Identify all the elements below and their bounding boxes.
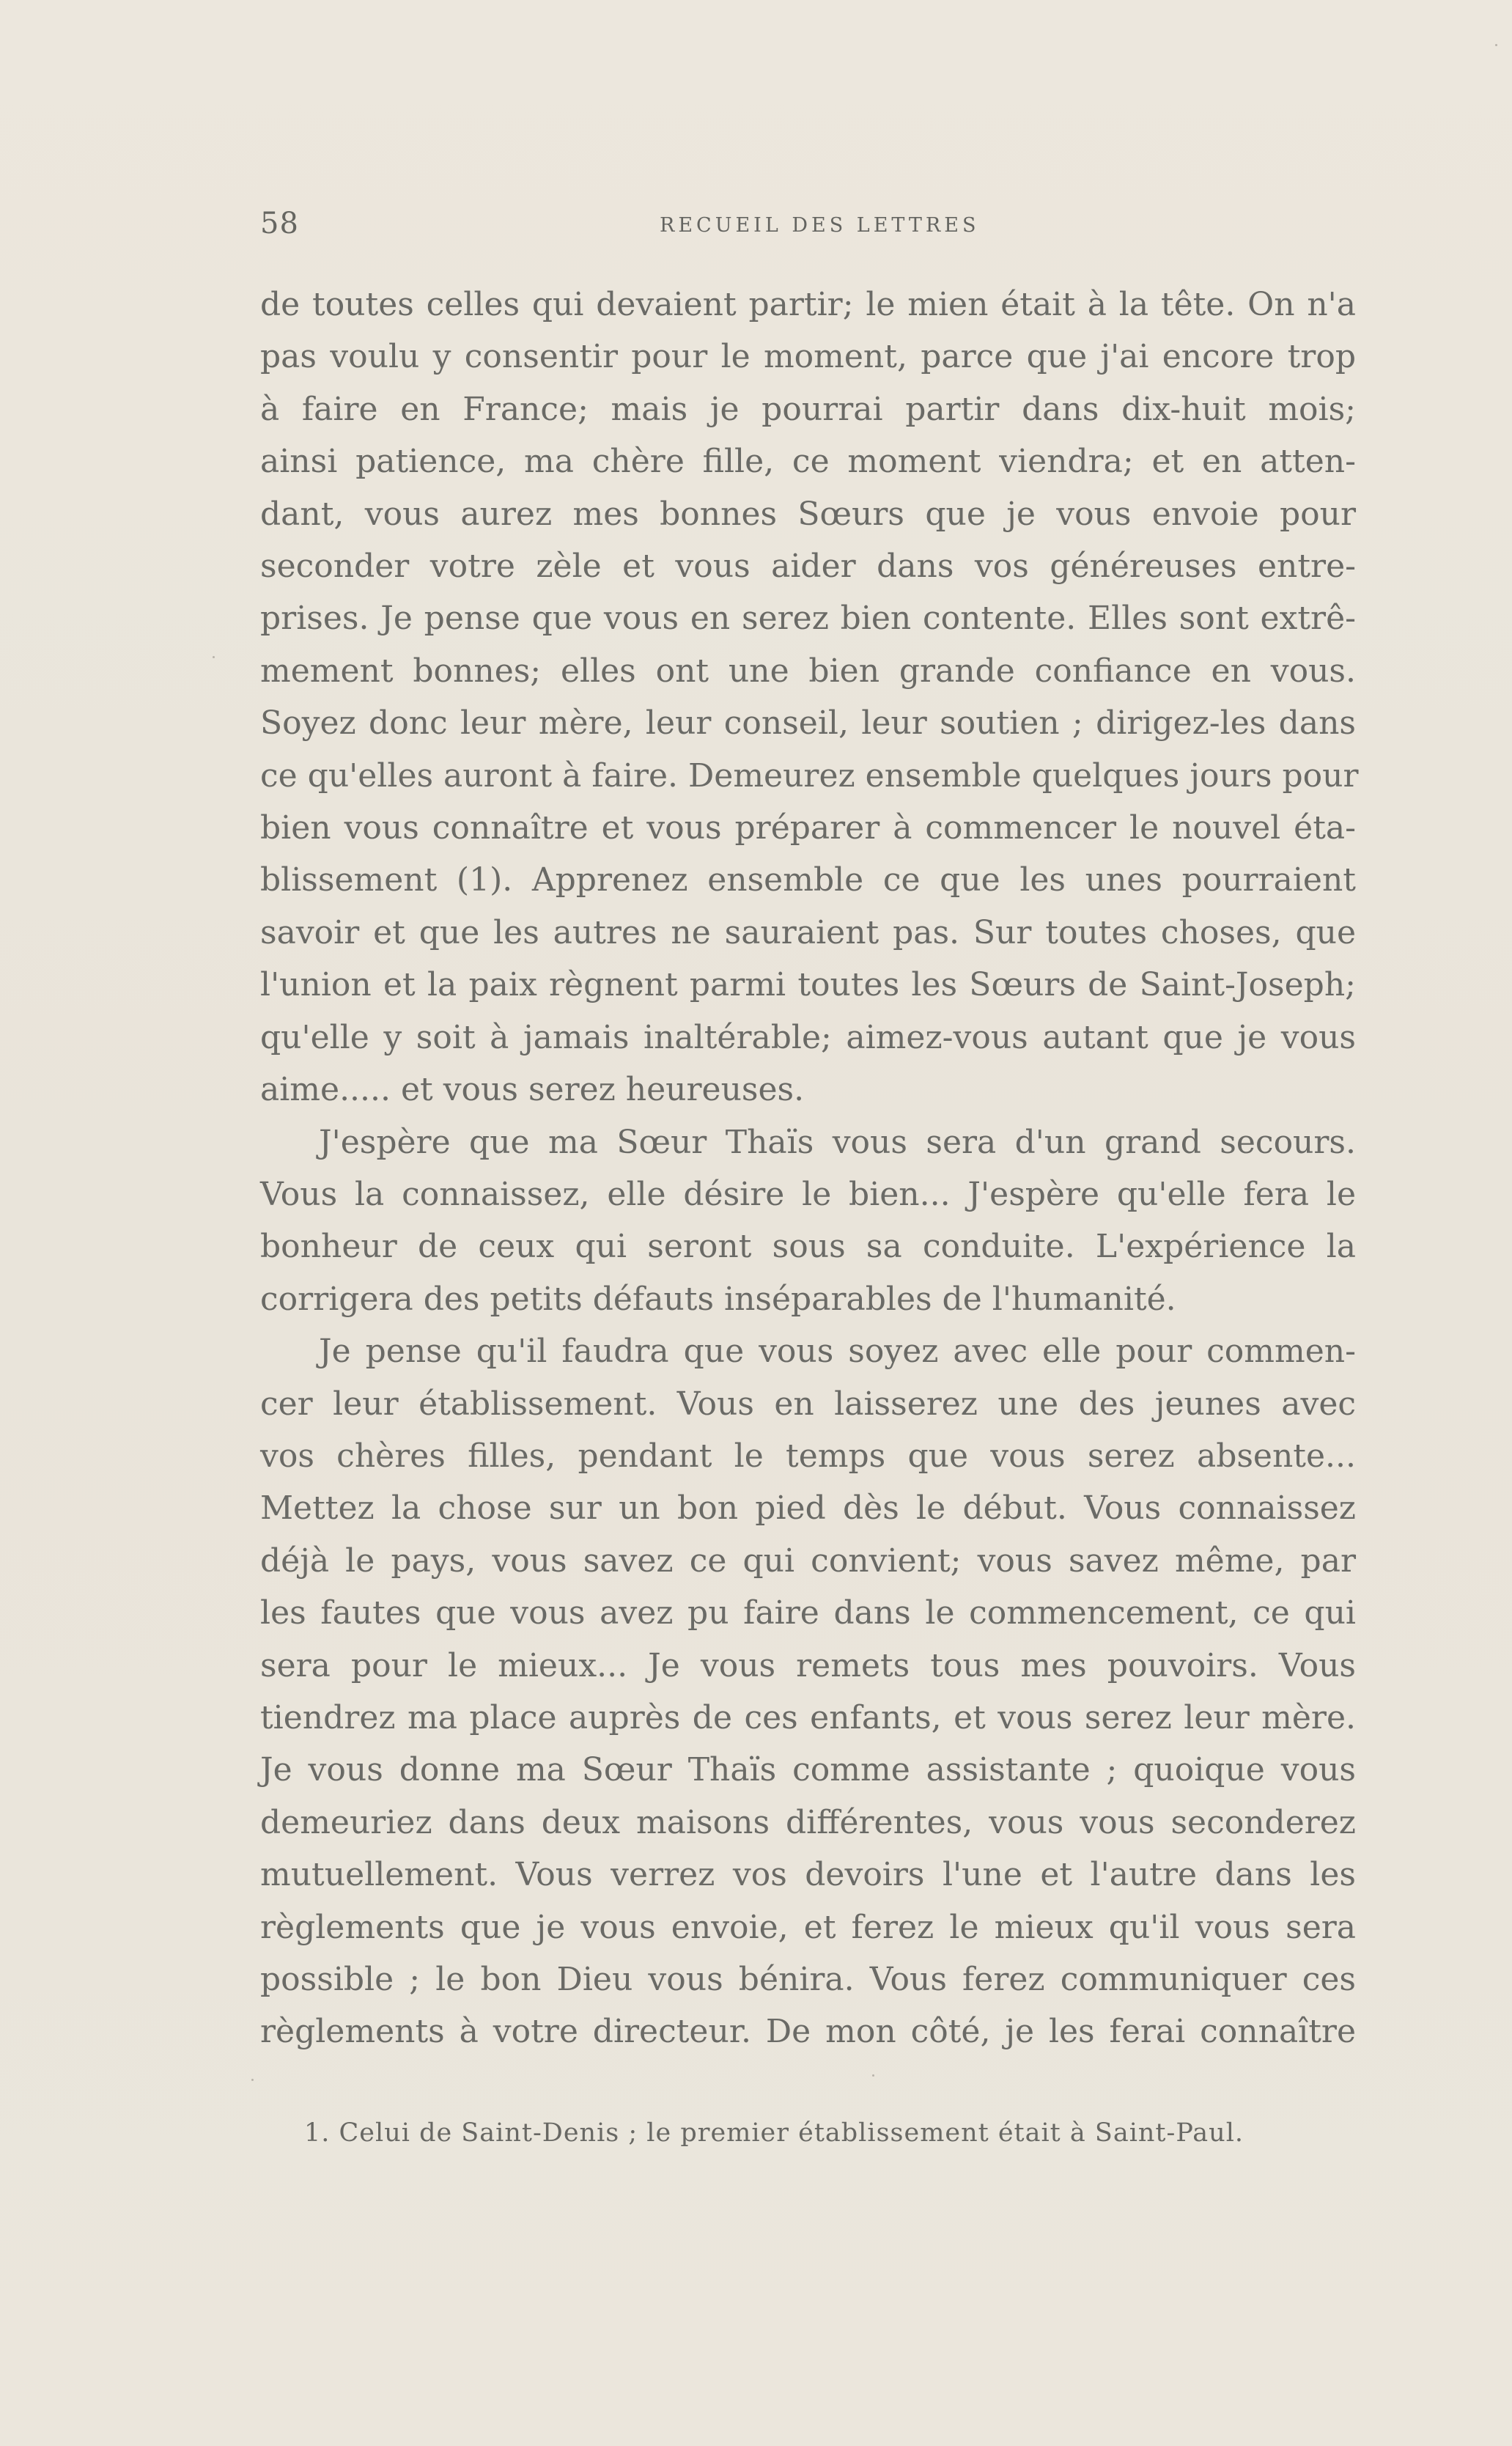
- text-line: bonheur de ceux qui seront sous sa conduite. L'expérience la: [260, 1228, 1356, 1266]
- paragraph-3: [260, 1325, 1356, 2058]
- text-line: pas voulu y consentir pour le moment, parce que j'ai encore trop: [260, 338, 1356, 376]
- text-line: Je pense qu'il faudra que vous soyez avec elle pour commen-: [319, 1333, 1356, 1371]
- text-line: sera pour le mieux... Je vous remets tous mes pouvoirs. Vous: [260, 1646, 1356, 1684]
- text-line: Soyez donc leur mère, leur conseil, leur soutien ; dirigez-les dans: [260, 704, 1356, 743]
- text-line: Je vous donne ma Sœur Thaïs comme assistante ; quoique vous: [260, 1751, 1356, 1789]
- text-line: bien vous connaître et vous préparer à commencer le nouvel éta-: [260, 809, 1356, 847]
- text-line: Mettez la chose sur un bon pied dès le début. Vous connaissez: [260, 1489, 1356, 1528]
- text-line: demeuriez dans deux maisons différentes, vous vous seconderez: [260, 1803, 1356, 1841]
- text-line: déjà le pays, vous savez ce qui convient; vous savez même, par: [260, 1541, 1356, 1580]
- running-title: RECUEIL DES LETTRES: [660, 214, 980, 237]
- text-line: savoir et que les autres ne sauraient pas. Sur toutes choses, que: [260, 913, 1356, 951]
- text-line: qu'elle y soit à jamais inaltérable; aimez-vous autant que je vous: [260, 1018, 1356, 1056]
- text-line: tiendrez ma place auprès de ces enfants, et vous serez leur mère.: [260, 1698, 1356, 1736]
- text-line: ce qu'elles auront à faire. Demeurez ensemble quelques jours pour: [260, 756, 1359, 795]
- paper-speck: [1495, 44, 1497, 46]
- text-line: l'union et la paix règnent parmi toutes les Sœurs de Saint-Joseph;: [260, 966, 1356, 1004]
- text-line: seconder votre zèle et vous aider dans vos généreuses entre-: [260, 548, 1356, 586]
- text-line: vos chères filles, pendant le temps que vous serez absente...: [260, 1437, 1356, 1475]
- text-line: règlements à votre directeur. De mon côté, je les ferai connaître: [260, 2013, 1356, 2051]
- paragraph-1: [260, 279, 1359, 1116]
- text-line: ainsi patience, ma chère fille, ce moment viendra; et en atten-: [260, 443, 1356, 481]
- text-line: prises. Je pense que vous en serez bien contente. Elles sont extrê-: [260, 600, 1356, 638]
- text-line: possible ; le bon Dieu vous bénira. Vous ferez communiquer ces: [260, 1961, 1356, 1998]
- text-line: à faire en France; mais je pourrai partir dans dix-huit mois;: [260, 390, 1356, 428]
- text-line: dant, vous aurez mes bonnes Sœurs que je vous envoie pour: [260, 495, 1356, 533]
- body-text: [260, 279, 1359, 2058]
- text-line: les fautes que vous avez pu faire dans le commencement, ce qui: [260, 1594, 1356, 1632]
- text-line: mement bonnes; elles ont une bien grande confiance en vous.: [260, 652, 1356, 690]
- page-number: 58: [260, 207, 299, 240]
- paper-speck: [213, 656, 215, 658]
- footnote: 1. Celui de Saint-Denis ; le premier établissement était à Saint-Paul.: [304, 2118, 1244, 2148]
- text-line: mutuellement. Vous verrez vos devoirs l'une et l'autre dans les: [260, 1856, 1356, 1894]
- paper-speck: [251, 2079, 254, 2081]
- page-header: [260, 207, 1360, 251]
- paper-speck: [872, 2074, 874, 2077]
- text-line: blissement (1). Apprenez ensemble ce que les unes pourraient: [260, 861, 1356, 899]
- text-line: cer leur établissement. Vous en laisserez une des jeunes avec: [260, 1385, 1356, 1423]
- text-line: règlements que je vous envoie, et ferez le mieux qu'il vous sera: [260, 1908, 1356, 1946]
- paragraph-2: [260, 1116, 1356, 1326]
- text-line: de toutes celles qui devaient partir; le mien était à la tête. On n'a: [260, 286, 1356, 323]
- text-line: Vous la connaissez, elle désire le bien... J'espère qu'elle fera le: [260, 1175, 1356, 1213]
- text-line: aime..... et vous serez heureuses.: [260, 1071, 805, 1109]
- text-line: J'espère que ma Sœur Thaïs vous sera d'un grand secours.: [319, 1123, 1356, 1161]
- text-line: corrigera des petits défauts inséparables de l'humanité.: [260, 1280, 1176, 1318]
